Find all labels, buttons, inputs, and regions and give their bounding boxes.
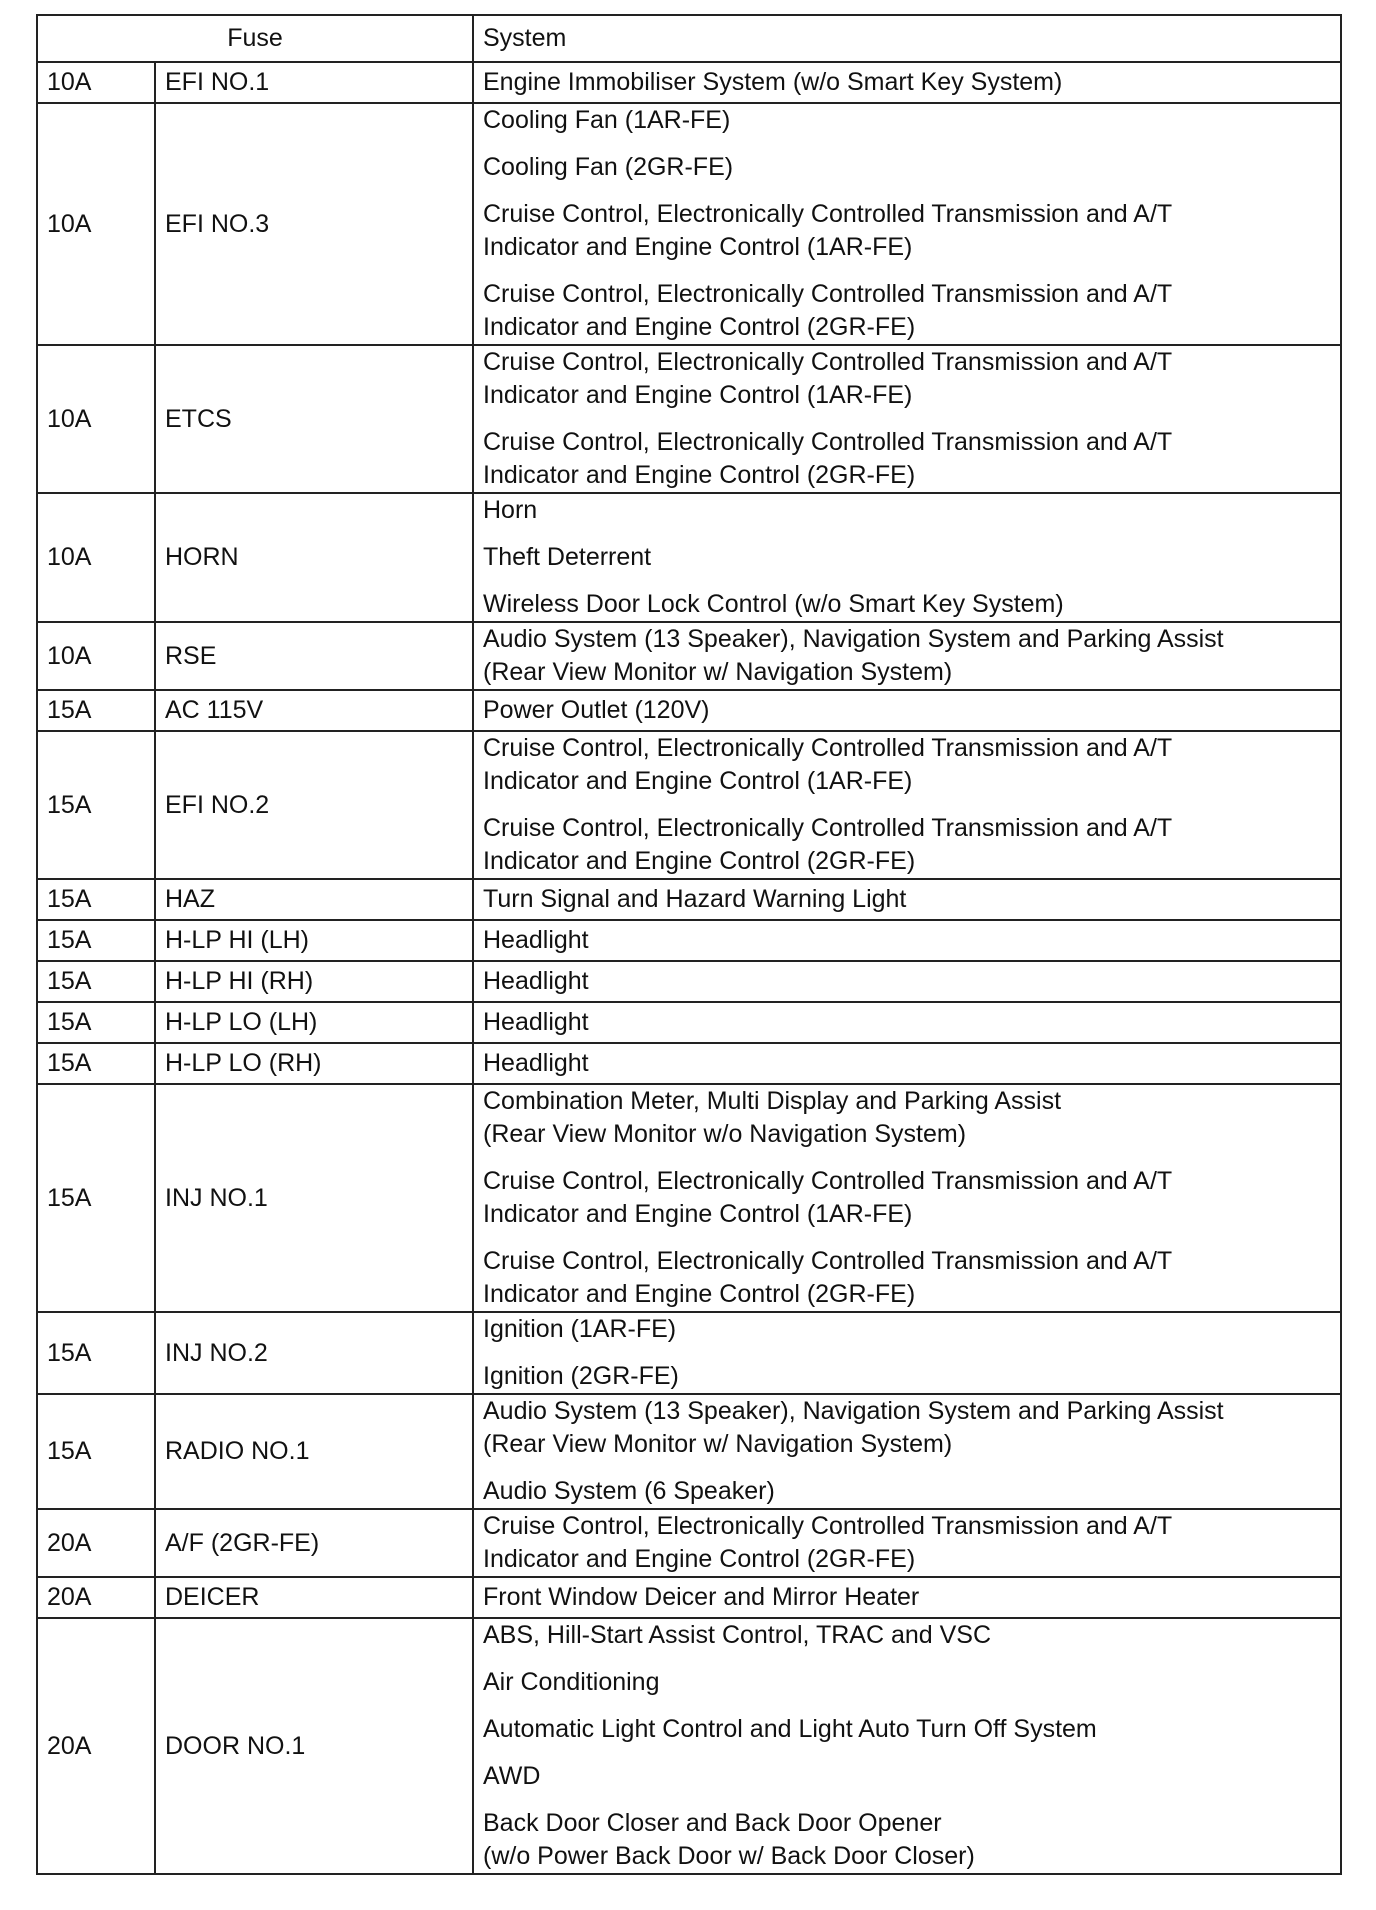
system-line: Wireless Door Lock Control (w/o Smart Key System) (483, 590, 1064, 618)
table-header-row (37, 15, 1341, 62)
fuse-name: H-LP LO (LH) (155, 1002, 473, 1043)
system-line: Indicator and Engine Control (2GR-FE) (483, 461, 916, 489)
table-row (37, 1084, 1341, 1312)
system-line: Combination Meter, Multi Display and Parking Assist (483, 1087, 1062, 1115)
fuse-name: EFI NO.1 (155, 62, 473, 103)
system-line: Cruise Control, Electronically Controlled Transmission and A/T (483, 200, 1173, 228)
system-line: Cruise Control, Electronically Controlled Transmission and A/T (483, 1167, 1173, 1195)
fuse-column-header: Fuse (37, 15, 473, 62)
system-line: Audio System (6 Speaker) (483, 1477, 775, 1505)
system-list (473, 731, 1341, 879)
system-line: Headlight (483, 1008, 589, 1036)
fuse-amperage: 15A (37, 920, 155, 961)
fuse-amperage: 10A (37, 493, 155, 622)
fuse-amperage: 15A (37, 731, 155, 879)
system-line: Cruise Control, Electronically Controlled Transmission and A/T (483, 1512, 1173, 1540)
system-line: Cruise Control, Electronically Controlled Transmission and A/T (483, 348, 1173, 376)
system-line: Automatic Light Control and Light Auto Turn Off System (483, 1715, 1097, 1743)
system-line: (Rear View Monitor w/o Navigation System) (483, 1120, 967, 1148)
table-row (37, 493, 1341, 622)
system-line: Indicator and Engine Control (1AR-FE) (483, 767, 913, 795)
table-row (37, 345, 1341, 493)
fuse-table (36, 14, 1342, 1875)
system-line: Cruise Control, Electronically Controlled Transmission and A/T (483, 734, 1173, 762)
fuse-amperage: 15A (37, 1394, 155, 1509)
system-line: Indicator and Engine Control (2GR-FE) (483, 1545, 916, 1573)
system-list (473, 1618, 1341, 1874)
system-line: Audio System (13 Speaker), Navigation System and Parking Assist (483, 1397, 1224, 1425)
fuse-name: H-LP LO (RH) (155, 1043, 473, 1084)
system-line: Cruise Control, Electronically Controlled Transmission and A/T (483, 280, 1173, 308)
system-line: Cooling Fan (2GR-FE) (483, 153, 734, 181)
system-list (473, 961, 1341, 1002)
fuse-name: H-LP HI (LH) (155, 920, 473, 961)
table-row (37, 1043, 1341, 1084)
system-line: (Rear View Monitor w/ Navigation System) (483, 1430, 953, 1458)
system-list (473, 920, 1341, 961)
system-line: Horn (483, 496, 538, 524)
system-line: Indicator and Engine Control (2GR-FE) (483, 847, 916, 875)
table-row (37, 622, 1341, 690)
fuse-amperage: 15A (37, 1084, 155, 1312)
system-column-header: System (473, 15, 1341, 62)
fuse-amperage: 15A (37, 1002, 155, 1043)
fuse-amperage: 10A (37, 62, 155, 103)
system-line: Ignition (2GR-FE) (483, 1362, 679, 1390)
system-line: AWD (483, 1762, 541, 1790)
fuse-amperage: 15A (37, 879, 155, 920)
system-list (473, 1509, 1341, 1577)
table-body (37, 62, 1341, 1874)
fuse-name: EFI NO.2 (155, 731, 473, 879)
system-list (473, 1312, 1341, 1394)
system-line: Headlight (483, 967, 589, 995)
system-line: (Rear View Monitor w/ Navigation System) (483, 658, 953, 686)
system-line: Cruise Control, Electronically Controlled Transmission and A/T (483, 1247, 1173, 1275)
system-line: Indicator and Engine Control (1AR-FE) (483, 1200, 913, 1228)
fuse-name: HAZ (155, 879, 473, 920)
system-line: Cruise Control, Electronically Controlled Transmission and A/T (483, 814, 1173, 842)
table-row (37, 1312, 1341, 1394)
fuse-name: A/F (2GR-FE) (155, 1509, 473, 1577)
fuse-name: DEICER (155, 1577, 473, 1618)
system-line: Cooling Fan (1AR-FE) (483, 106, 731, 134)
table-row (37, 690, 1341, 731)
table-row (37, 961, 1341, 1002)
fuse-name: INJ NO.1 (155, 1084, 473, 1312)
fuse-name: DOOR NO.1 (155, 1618, 473, 1874)
system-list (473, 879, 1341, 920)
fuse-name: ETCS (155, 345, 473, 493)
table-row (37, 1394, 1341, 1509)
table-row (37, 62, 1341, 103)
fuse-name: HORN (155, 493, 473, 622)
table-row (37, 879, 1341, 920)
system-line: Engine Immobiliser System (w/o Smart Key System) (483, 68, 1063, 96)
table-row (37, 1509, 1341, 1577)
system-line: Headlight (483, 926, 589, 954)
system-line: Audio System (13 Speaker), Navigation System and Parking Assist (483, 625, 1224, 653)
system-line: Indicator and Engine Control (2GR-FE) (483, 1280, 916, 1308)
system-line: Indicator and Engine Control (1AR-FE) (483, 233, 913, 261)
system-list (473, 1043, 1341, 1084)
fuse-name: RADIO NO.1 (155, 1394, 473, 1509)
fuse-amperage: 10A (37, 103, 155, 345)
system-list (473, 1577, 1341, 1618)
system-list (473, 103, 1341, 345)
system-list (473, 345, 1341, 493)
system-line: Power Outlet (120V) (483, 696, 710, 724)
system-list (473, 493, 1341, 622)
fuse-name: H-LP HI (RH) (155, 961, 473, 1002)
fuse-amperage: 15A (37, 1312, 155, 1394)
system-line: (w/o Power Back Door w/ Back Door Closer) (483, 1842, 975, 1870)
system-line: Theft Deterrent (483, 543, 652, 571)
system-line: Indicator and Engine Control (1AR-FE) (483, 381, 913, 409)
system-line: Front Window Deicer and Mirror Heater (483, 1583, 920, 1611)
fuse-amperage: 15A (37, 961, 155, 1002)
fuse-name: EFI NO.3 (155, 103, 473, 345)
system-line: Headlight (483, 1049, 589, 1077)
system-line: Ignition (1AR-FE) (483, 1315, 677, 1343)
system-list (473, 1394, 1341, 1509)
fuse-name: AC 115V (155, 690, 473, 731)
system-line: Back Door Closer and Back Door Opener (483, 1809, 942, 1837)
fuse-amperage: 20A (37, 1509, 155, 1577)
fuse-amperage: 15A (37, 690, 155, 731)
system-list (473, 1002, 1341, 1043)
system-line: Air Conditioning (483, 1668, 660, 1696)
system-line: Turn Signal and Hazard Warning Light (483, 885, 907, 913)
table-row (37, 103, 1341, 345)
table-row (37, 1618, 1341, 1874)
fuse-name: INJ NO.2 (155, 1312, 473, 1394)
fuse-amperage: 10A (37, 345, 155, 493)
fuse-amperage: 10A (37, 622, 155, 690)
system-list (473, 1084, 1341, 1312)
system-line: Indicator and Engine Control (2GR-FE) (483, 313, 916, 341)
table-row (37, 1577, 1341, 1618)
system-list (473, 62, 1341, 103)
fuse-amperage: 20A (37, 1618, 155, 1874)
fuse-amperage: 15A (37, 1043, 155, 1084)
system-line: Cruise Control, Electronically Controlled Transmission and A/T (483, 428, 1173, 456)
table-row (37, 1002, 1341, 1043)
fuse-amperage: 20A (37, 1577, 155, 1618)
fuse-name: RSE (155, 622, 473, 690)
table-row (37, 731, 1341, 879)
system-list (473, 690, 1341, 731)
system-list (473, 622, 1341, 690)
system-line: ABS, Hill-Start Assist Control, TRAC and VSC (483, 1621, 992, 1649)
table-row (37, 920, 1341, 961)
